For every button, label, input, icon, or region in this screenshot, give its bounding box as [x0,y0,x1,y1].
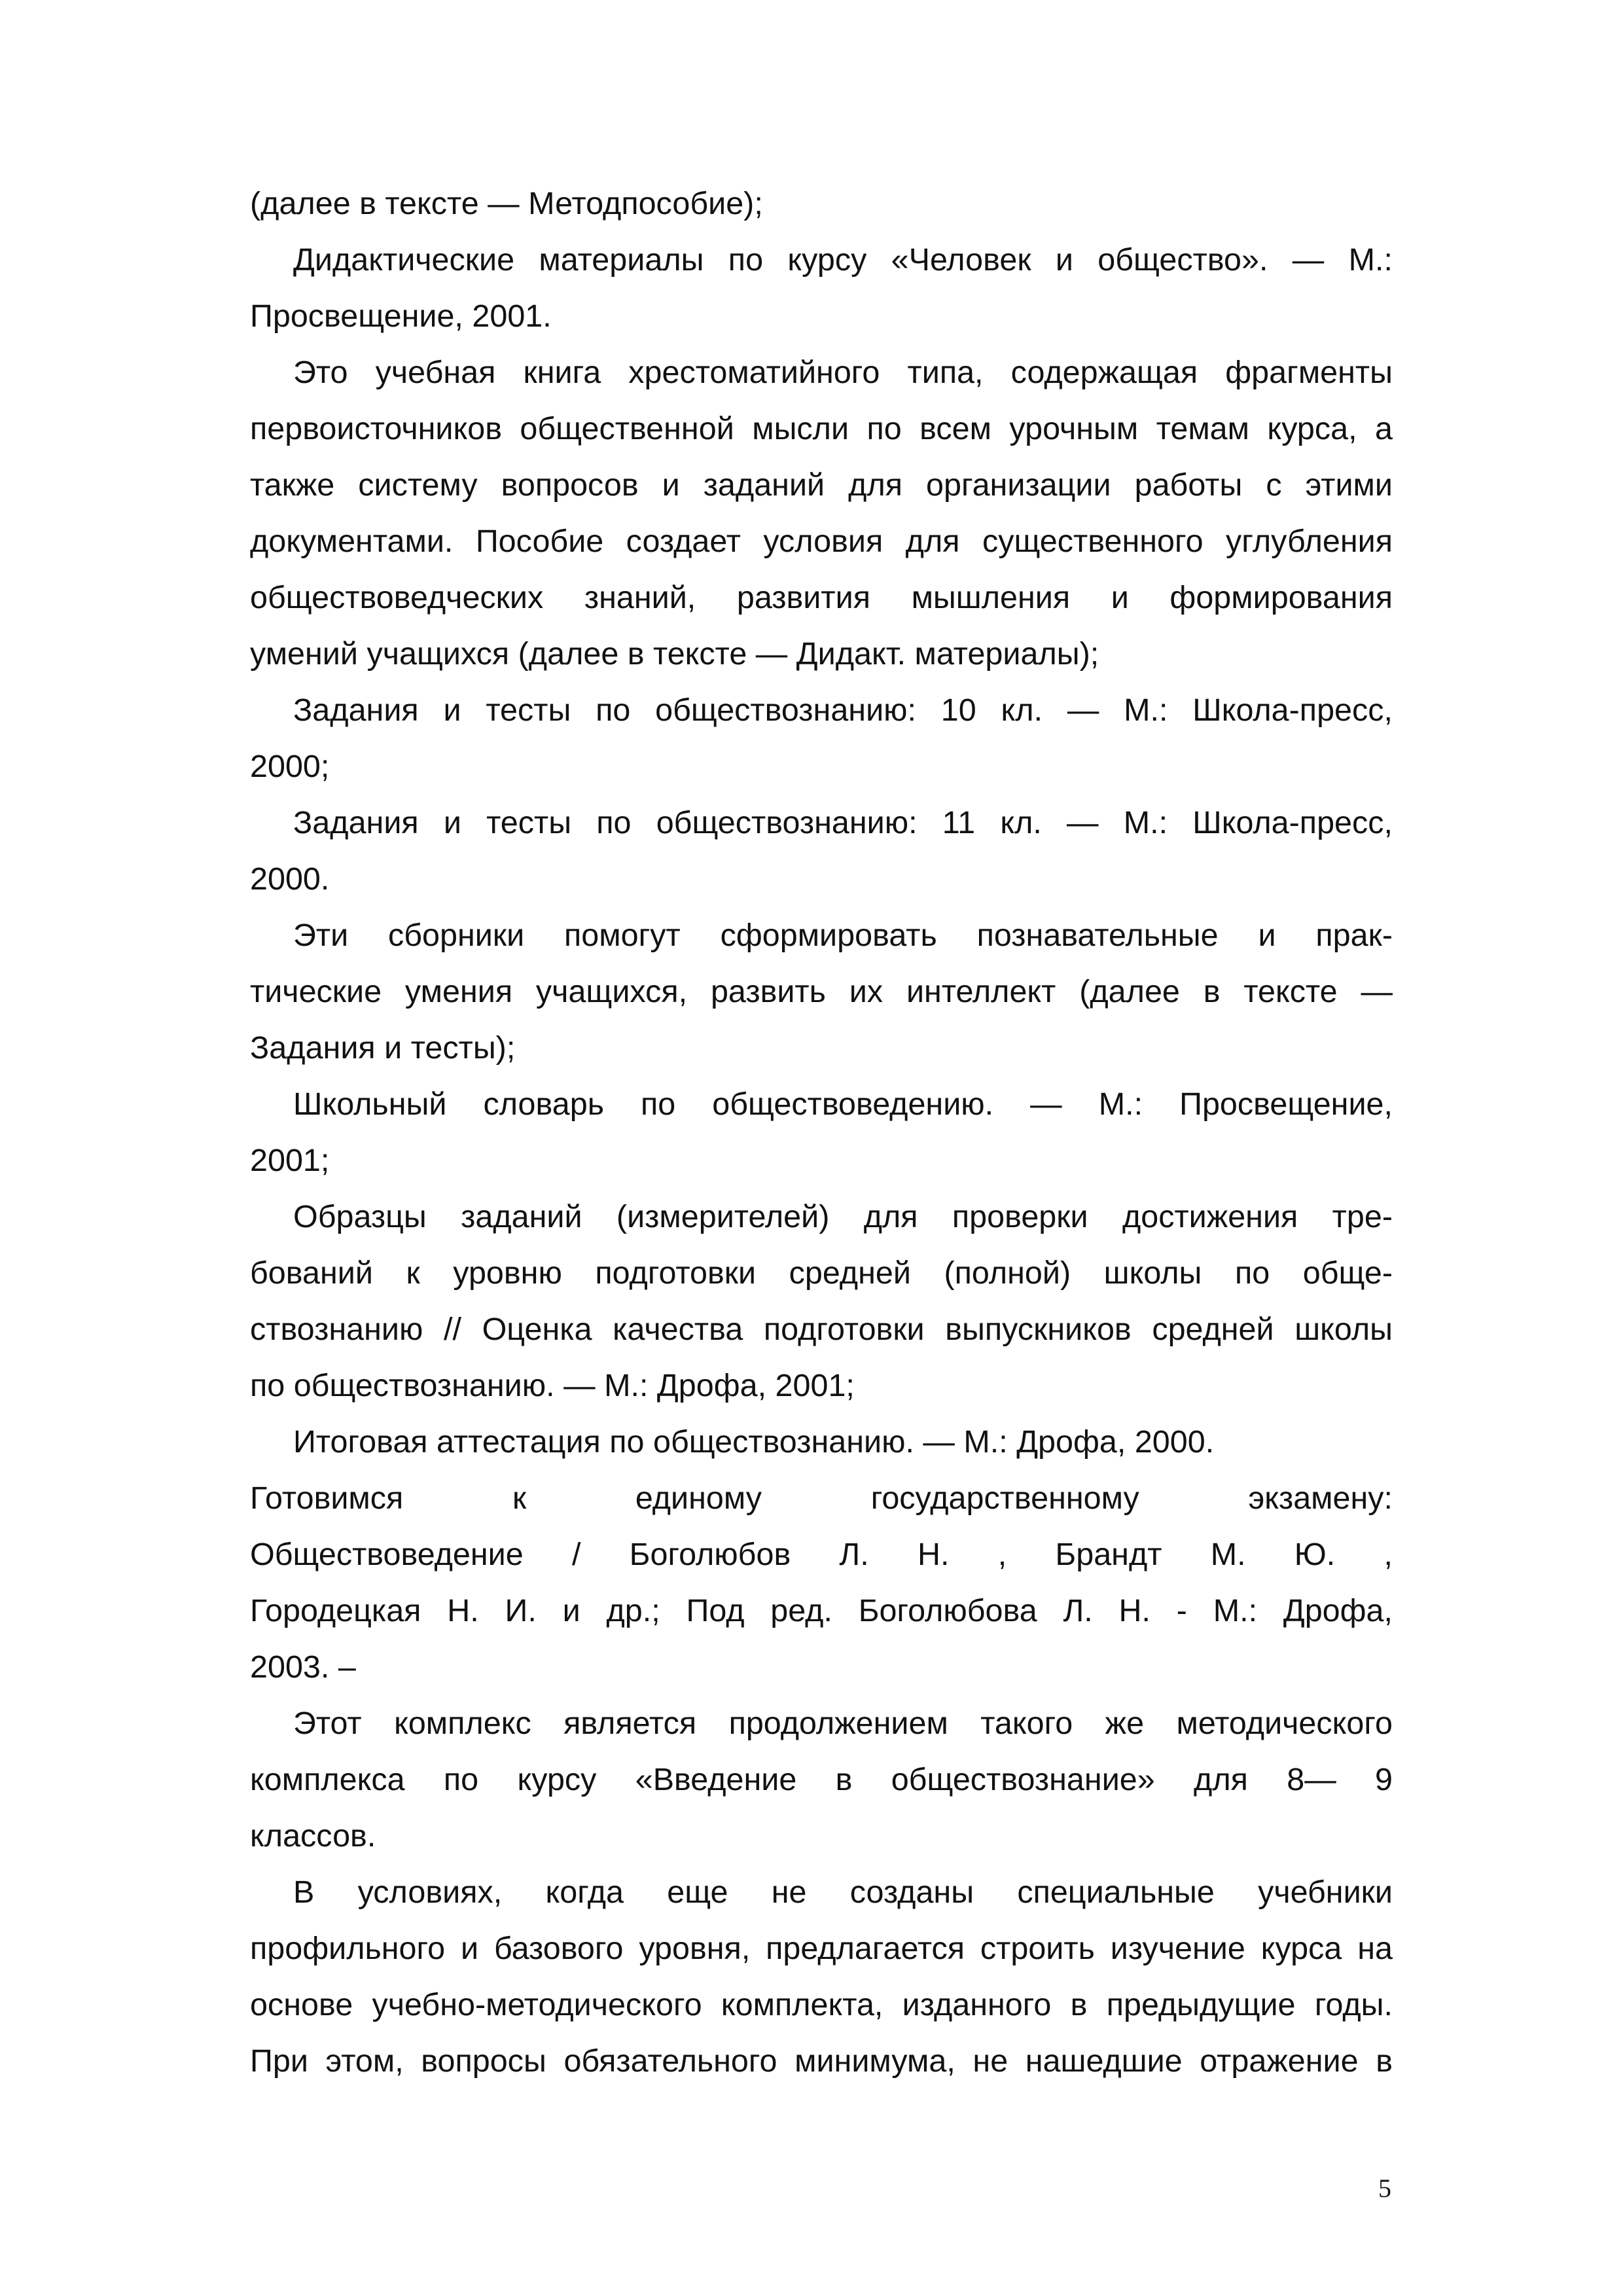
text-line: по обществознанию. — М.: Дрофа, 2001; [250,1368,855,1403]
text-line: классов. [250,1818,376,1854]
page-body [250,175,1393,2089]
text-line: основе учебно-методического комплекта, изданного в предыдущие годы. [250,1987,1393,2022]
text-line: обществоведческих знаний, развития мышления и формирования [250,580,1393,615]
text-line: умений учащихся (далее в тексте — Дидакт. материалы); [250,636,1099,672]
text-line: Это учебная книга хрестоматийного типа, содержащая фрагменты [293,355,1393,390]
text-line: Образцы заданий (измерителей) для проверки достижения тре- [293,1199,1393,1234]
text-line: Эти сборники помогут сформировать познавательные и прак- [293,918,1393,953]
text-line: В условиях, когда еще не созданы специальные учебники [293,1874,1393,1910]
text-line: Дидактические материалы по курсу «Человек и общество». — М.: [293,242,1393,278]
text-line: тические умения учащихся, развить их интеллект (далее в тексте — [250,974,1393,1009]
text-line: При этом, вопросы обязательного минимума, не нашедшие отражение в [250,2043,1393,2079]
text-line: Этот комплекс является продолжением такого же методического [293,1706,1393,1741]
text-line: комплекса по курсу «Введение в обществознание» для 8— 9 [250,1762,1393,1797]
text-line: Задания и тесты); [250,1030,516,1066]
text-line: Просвещение, 2001. [250,298,552,334]
text-line: Городецкая Н. И. и др.; Под ред. Боголюбова Л. Н. - М.: Дрофа, [250,1593,1393,1628]
text-line: 2001; [250,1143,330,1178]
text-line: бований к уровню подготовки средней (полной) школы по обще- [250,1255,1393,1291]
text-line: 2000; [250,749,330,784]
text-line: Задания и тесты по обществознанию: 10 кл. — М.: Школа-пресс, [293,692,1393,728]
text-line: ствознанию // Оценка качества подготовки выпускников средней школы [250,1312,1393,1347]
text-line: профильного и базового уровня, предлагается строить изучение курса на [250,1931,1393,1966]
page-number: 5 [1378,2174,1391,2203]
text-line: 2003. – [250,1649,356,1685]
text-line: Готовимся к единому государственному экзамену: [250,1480,1393,1516]
text-line: также систему вопросов и заданий для организации работы с этими [250,467,1393,503]
text-line: Задания и тесты по обществознанию: 11 кл. — М.: Школа-пресс, [293,805,1393,840]
text-line: Школьный словарь по обществоведению. — М.: Просвещение, [293,1086,1393,1122]
text-line: (далее в тексте — Методпособие); [250,186,763,221]
text-line: 2000. [250,861,330,897]
text-line: первоисточников общественной мысли по всем урочным темам курса, а [250,411,1393,446]
text-line: документами. Пособие создает условия для существенного углубления [250,524,1393,559]
text-line: Итоговая аттестация по обществознанию. — М.: Дрофа, 2000. [293,1424,1215,1460]
text-line: Обществоведение / Боголюбов Л. Н. , Брандт М. Ю. , [250,1537,1393,1572]
